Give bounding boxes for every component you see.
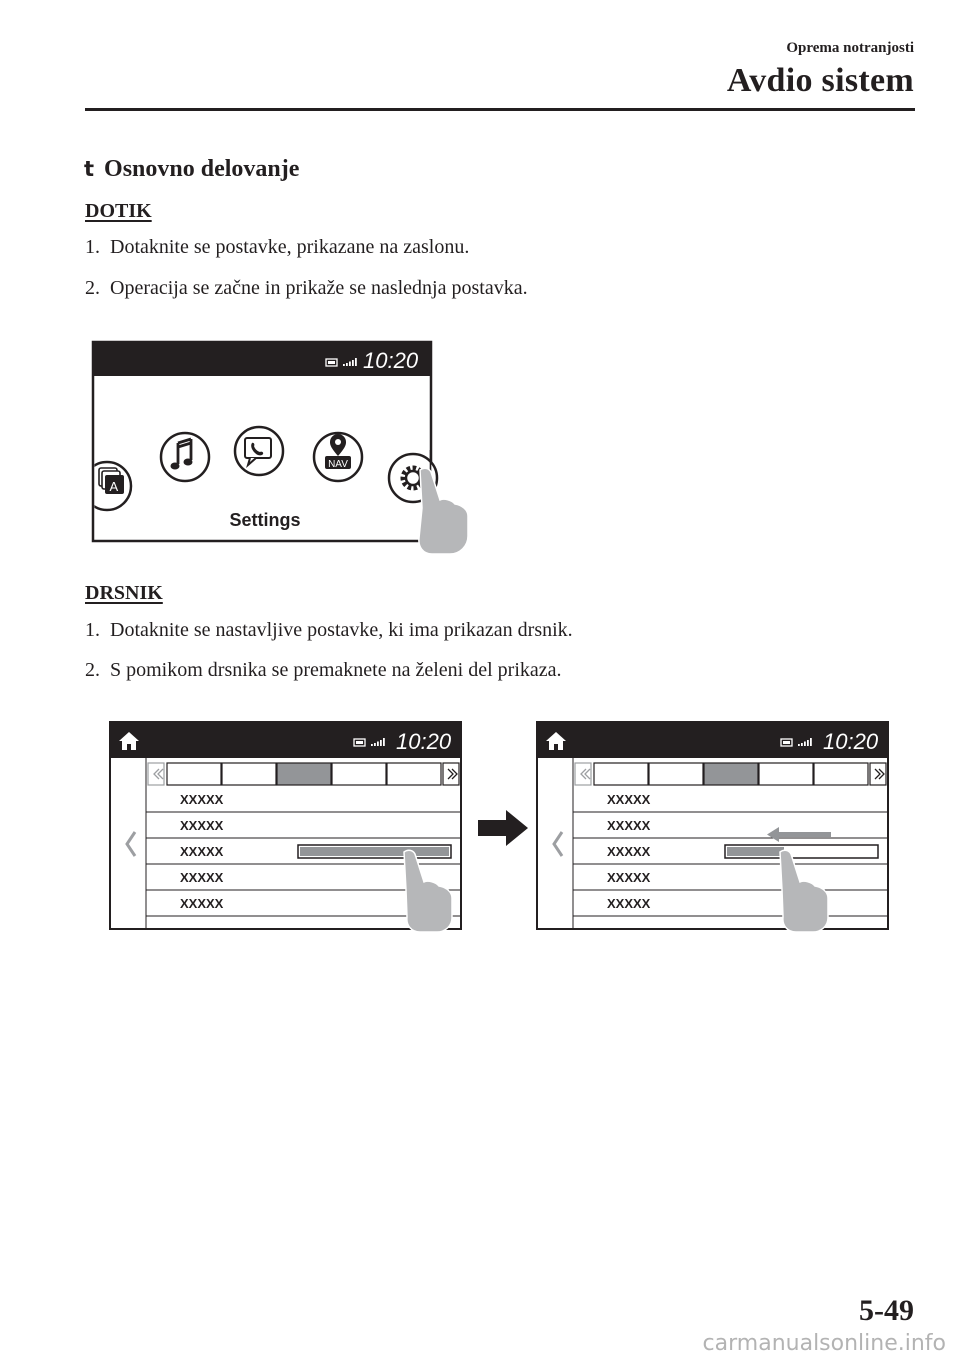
slider-step-2-num: 2. <box>85 659 100 681</box>
touch-step-1-num: 1. <box>85 236 100 258</box>
list-item-5: XXXXX <box>607 896 651 911</box>
list-item-4: XXXXX <box>180 870 224 885</box>
nav-badge: NAV <box>328 459 348 470</box>
tab-1 <box>167 763 221 785</box>
header-title: Avdio sistem <box>726 62 914 99</box>
tab-3-selected <box>277 763 331 785</box>
section-title <box>84 156 299 183</box>
music-icon <box>161 433 209 481</box>
list-item-1: XXXXX <box>180 792 224 807</box>
list-item-2: XXXXX <box>180 818 224 833</box>
touch-step-2-num: 2. <box>85 277 100 299</box>
slider-before-fill <box>300 847 449 856</box>
tab-2 <box>222 763 276 785</box>
tab-scroll-left-button <box>148 763 164 785</box>
tab-5 <box>814 763 868 785</box>
apps-badge: A <box>109 479 119 494</box>
touch-finger-icon <box>419 468 468 554</box>
touch-step-1-text: Dotaknite se postavke, prikazane na zaslonu. <box>110 236 470 258</box>
slider-step-1-num: 1. <box>85 619 100 641</box>
touch-screen-illustration <box>90 340 480 565</box>
slider-heading: DRSNIK <box>85 582 163 604</box>
touch-step-2-text: Operacija se začne in prikaže se naslednja postavka. <box>110 277 528 299</box>
touch-step-1 <box>85 236 469 259</box>
list-item-2: XXXXX <box>607 818 651 833</box>
tab-5 <box>387 763 441 785</box>
tab-2 <box>649 763 703 785</box>
slider-after-fill <box>727 847 784 856</box>
touch-clock: 10:20 <box>363 348 419 373</box>
list-item-3: XXXXX <box>607 844 651 859</box>
slider-step-2-text: S pomikom drsnika se premaknete na želeni del prikaza. <box>110 659 562 681</box>
section-bullet: t <box>84 157 95 181</box>
apps-icon <box>90 462 131 510</box>
slider-step-2 <box>85 659 562 682</box>
transition-arrow-icon <box>476 808 530 848</box>
section-title-text: Osnovno delovanje <box>104 156 300 182</box>
navigation-icon <box>314 433 362 481</box>
tab-4 <box>759 763 813 785</box>
slider-before-clock: 10:20 <box>396 729 452 754</box>
list-item-5: XXXXX <box>180 896 224 911</box>
watermark: carmanualsonline.info <box>702 1331 946 1356</box>
list-item-3: XXXXX <box>180 844 224 859</box>
list-item-1: XXXXX <box>607 792 651 807</box>
slider-after-clock: 10:20 <box>823 729 879 754</box>
tab-4 <box>332 763 386 785</box>
touch-heading: DOTIK <box>85 200 152 222</box>
header-rule <box>85 108 915 111</box>
header-section-name: Oprema notranjosti <box>786 40 914 56</box>
tab-3-selected <box>704 763 758 785</box>
page-number: 5-49 <box>859 1294 914 1327</box>
slider-screen-before <box>108 720 466 935</box>
touch-step-2 <box>85 277 528 300</box>
list-item-4: XXXXX <box>607 870 651 885</box>
slider-step-1-text: Dotaknite se nastavljive postavke, ki ima prikazan drsnik. <box>110 619 573 641</box>
slider-step-1 <box>85 619 573 642</box>
tab-scroll-left-button <box>575 763 591 785</box>
settings-label: Settings <box>229 510 301 530</box>
tab-1 <box>594 763 648 785</box>
communication-icon <box>235 427 283 475</box>
slider-screen-after <box>535 720 893 935</box>
